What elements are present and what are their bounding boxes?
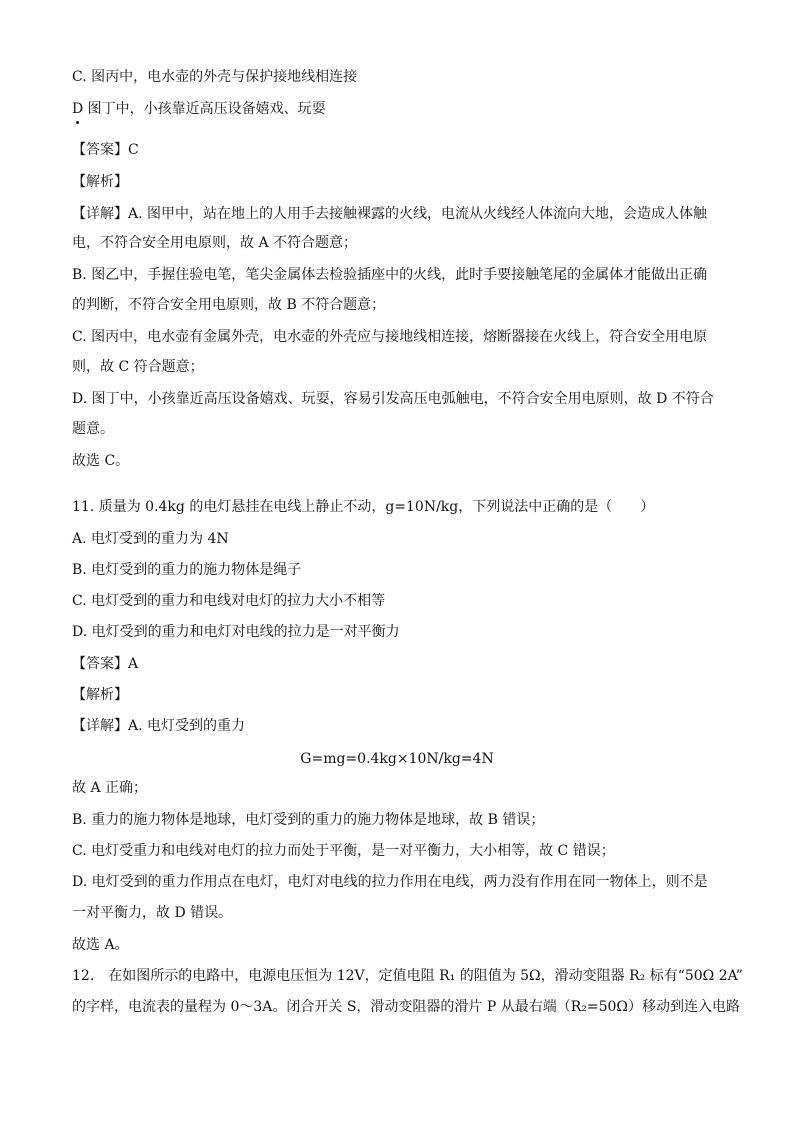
q10-option-d: D 图丁中，小孩靠近高压设备嬉戏、玩耍: [72, 101, 326, 117]
q11-option-a: A. 电灯受到的重力为 4N: [72, 531, 229, 547]
q11-option-c: C. 电灯受到的重力和电线对电灯的拉力大小不相等: [72, 593, 386, 609]
q10-detail-d-line1: D. 图丁中，小孩靠近高压设备嬉戏、玩耍，容易引发高压电弧触电，不符合安全用电原则，故 D 不符合: [72, 391, 714, 407]
q11-detail-c: C. 电灯受重力和电线对电灯的拉力而处于平衡，是一对平衡力，大小相等，故 C 错误；: [72, 843, 615, 859]
q10-detail-a-line1: 【详解】A. 图甲中，站在地上的人用手去接触裸露的火线，电流从火线经人体流向大地，会造成人体触: [72, 206, 708, 222]
q11-stem: 11. 质量为 0.4kg 的电灯悬挂在电线上静止不动，g=10N/kg，下列说法中正确的是（ ）: [72, 499, 655, 515]
q11-answer: 【答案】A: [72, 656, 139, 672]
q11-conclusion: 故选 A。: [72, 937, 129, 953]
q12-stem-line1: 12. 在如图所示的电路中，电源电压恒为 12V，定值电阻 R₁ 的阻值为 5Ω，滑动变阻器 R₂ 标有“50Ω 2A”: [72, 968, 743, 984]
q10-detail-c-line1: C. 图丙中，电水壶有金属外壳，电水壶的外壳应与接地线相连接，熔断器接在火线上，符合安全用电原: [72, 329, 708, 345]
q10-detail-a-line2: 电，不符合安全用电原则，故 A 不符合题意；: [72, 235, 358, 251]
q12-stem-line2: 的字样，电流表的量程为 0～3A。闭合开关 S，滑动变阻器的滑片 P 从最右端（R₂=50Ω）移动到连入电路: [72, 999, 741, 1015]
q10-detail-d-line2: 题意。: [72, 421, 114, 437]
q11-formula: G=mg=0.4kg×10N/kg=4N: [300, 751, 494, 767]
q11-option-d: D. 电灯受到的重力和电灯对电线的拉力是一对平衡力: [72, 624, 400, 640]
q10-option-c: C. 图丙中，电水壶的外壳与保护接地线相连接: [72, 69, 358, 85]
q10-detail-c-line2: 则，故 C 符合题意；: [72, 359, 204, 375]
q10-answer: 【答案】C: [72, 142, 139, 158]
stray-dot: [76, 121, 79, 124]
q10-analysis-label: 【解析】: [72, 174, 128, 190]
q10-detail-b-line1: B. 图乙中，手握住验电笔，笔尖金属体去检验插座中的火线，此时手要接触笔尾的金属体才能做出正确: [72, 267, 708, 283]
q11-option-b: B. 电灯受到的重力的施力物体是绳子: [72, 562, 302, 578]
q11-detail-a-line1: 【详解】A. 电灯受到的重力: [72, 718, 246, 734]
q11-detail-d-line1: D. 电灯受到的重力作用点在电灯，电灯对电线的拉力作用在电线，两力没有作用在同一物体上，则不是: [72, 874, 708, 890]
q11-detail-d-line2: 一对平衡力，故 D 错误。: [72, 905, 233, 921]
q10-detail-b-line2: 的判断，不符合安全用电原则，故 B 不符合题意；: [72, 297, 386, 313]
q11-detail-a-line2: 故 A 正确；: [72, 780, 148, 796]
q11-detail-b: B. 重力的施力物体是地球，电灯受到的重力的施力物体是地球，故 B 错误；: [72, 812, 545, 828]
q10-conclusion: 故选 C。: [72, 453, 130, 469]
q11-analysis-label: 【解析】: [72, 687, 128, 703]
